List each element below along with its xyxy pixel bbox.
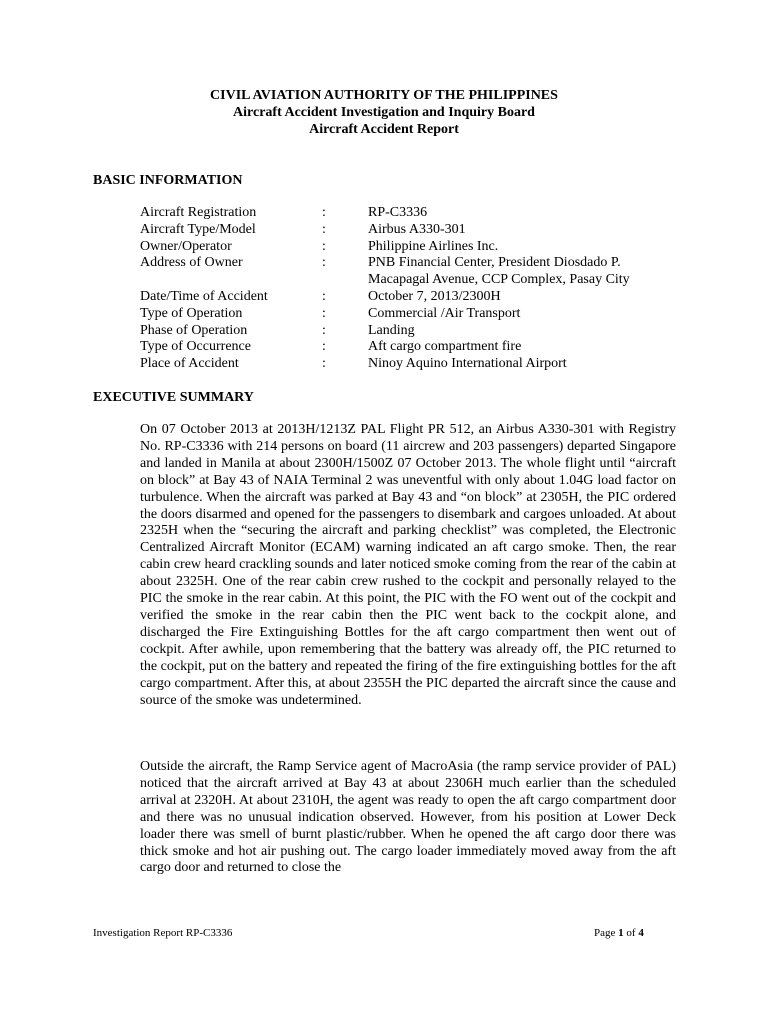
info-value: October 7, 2013/2300H <box>368 288 501 304</box>
report-title: Aircraft Accident Report <box>309 122 459 137</box>
page-of: of <box>623 927 639 939</box>
report-header <box>0 87 768 138</box>
footer-report-id: Investigation Report RP-C3336 <box>93 927 233 939</box>
executive-summary-paragraph-1: On 07 October 2013 at 2013H/1213Z PAL Flight PR 512, an Airbus A330-301 with Registry No. RP-C3336 with 214 persons on board (11 aircrew and 203 passengers) departed Singapore and landed in Manila at about 2300H/1500Z 07 October 2013. The whole flight until “aircraft on block” at Bay 43 of NAIA Terminal 2 was uneventful with only about 1.04G load factor on turbulence. When the aircraft was parked at Bay 43 and “on block” at 2305H, the PIC ordered the doors disarmed and opened for the passengers to disembark and cargoes unloaded. At about 2325H when the “securing the aircraft and parking checklist” was completed, the Electronic Centralized Aircraft Monitor (ECAM) warning indicated an aft cargo smoke. Then, the rear cabin crew heard crackling sounds and later noticed smoke coming from the rear of the cabin at about 2325H. One of the rear cabin crew rushed to the cockpit and personally relayed to the PIC the smoke in the rear cabin. At this point, the PIC with the FO went out of the cockpit and verified the smoke in the rear cabin then the PIC went back to the cockpit alone, and discharged the Fire Extinguishing Bottles for the aft cargo compartment then went out of cockpit. After awhile, upon remembering that the battery was already off, the PIC returned to the cockpit, put on the battery and repeated the firing of the fire extinguishing bottles for the aft cargo compartment. After this, at about 2355H the PIC departed the aircraft since the cause and source of the smoke was undetermined. <box>140 422 676 708</box>
info-value: RP-C3336 <box>368 205 428 220</box>
info-label: Type of Operation <box>140 305 243 321</box>
info-value: Aft cargo compartment fire <box>368 339 522 355</box>
footer-page-number <box>594 926 644 940</box>
info-row-date-time <box>140 289 680 306</box>
info-row-address-of-owner <box>140 255 680 289</box>
basic-information-heading: BASIC INFORMATION <box>93 173 243 188</box>
page-total: 4 <box>638 927 644 939</box>
info-value: Airbus A330-301 <box>368 221 466 237</box>
info-row-type-model <box>140 222 680 239</box>
info-label: Aircraft Registration <box>140 205 257 220</box>
info-colon: : <box>322 238 326 254</box>
info-colon: : <box>322 339 326 355</box>
info-row-type-of-occurrence <box>140 339 680 356</box>
info-colon: : <box>322 205 326 220</box>
info-label: Phase of Operation <box>140 322 248 338</box>
info-value: PNB Financial Center, President Diosdado P. Macapagal Avenue, CCP Complex, Pasay City <box>368 255 630 288</box>
info-value: Ninoy Aquino International Airport <box>368 356 567 372</box>
info-colon: : <box>322 221 326 237</box>
info-colon: : <box>322 288 326 304</box>
info-colon: : <box>322 322 326 338</box>
info-row-phase-of-operation <box>140 323 680 340</box>
info-row-place-of-accident <box>140 356 680 373</box>
info-row-registration <box>140 205 680 222</box>
info-row-owner-operator <box>140 239 680 256</box>
info-label: Owner/Operator <box>140 238 232 254</box>
page-current: 1 <box>618 927 624 939</box>
board-title: Aircraft Accident Investigation and Inquiry Board <box>233 105 535 120</box>
info-label: Date/Time of Accident <box>140 288 268 304</box>
authority-title: CIVIL AVIATION AUTHORITY OF THE PHILIPPINES <box>210 88 558 103</box>
info-colon: : <box>322 305 326 321</box>
executive-summary-heading: EXECUTIVE SUMMARY <box>93 390 254 405</box>
info-label: Type of Occurrence <box>140 339 251 355</box>
info-row-type-of-operation <box>140 306 680 323</box>
info-value: Philippine Airlines Inc. <box>368 238 499 254</box>
page-prefix: Page <box>594 927 619 939</box>
info-value: Landing <box>368 322 415 338</box>
info-label: Aircraft Type/Model <box>140 221 256 237</box>
basic-information-table <box>140 205 680 373</box>
info-colon: : <box>322 255 326 271</box>
info-value: Commercial /Air Transport <box>368 305 521 321</box>
info-label: Place of Accident <box>140 356 239 372</box>
executive-summary-paragraph-2: Outside the aircraft, the Ramp Service agent of MacroAsia (the ramp service provider of PAL) noticed that the aircraft arrived at Bay 43 at about 2306H much earlier than the scheduled arrival at 2320H. At about 2310H, the agent was ready to open the aft cargo compartment door and there was no unusual indication observed. However, from his position at Lower Deck loader there was smell of burnt plastic/rubber. When he opened the aft cargo door there was thick smoke and hot air pushing out. The cargo loader immediately moved away from the aft cargo door and returned to close the <box>140 759 676 876</box>
info-label: Address of Owner <box>140 255 243 271</box>
info-colon: : <box>322 356 326 372</box>
